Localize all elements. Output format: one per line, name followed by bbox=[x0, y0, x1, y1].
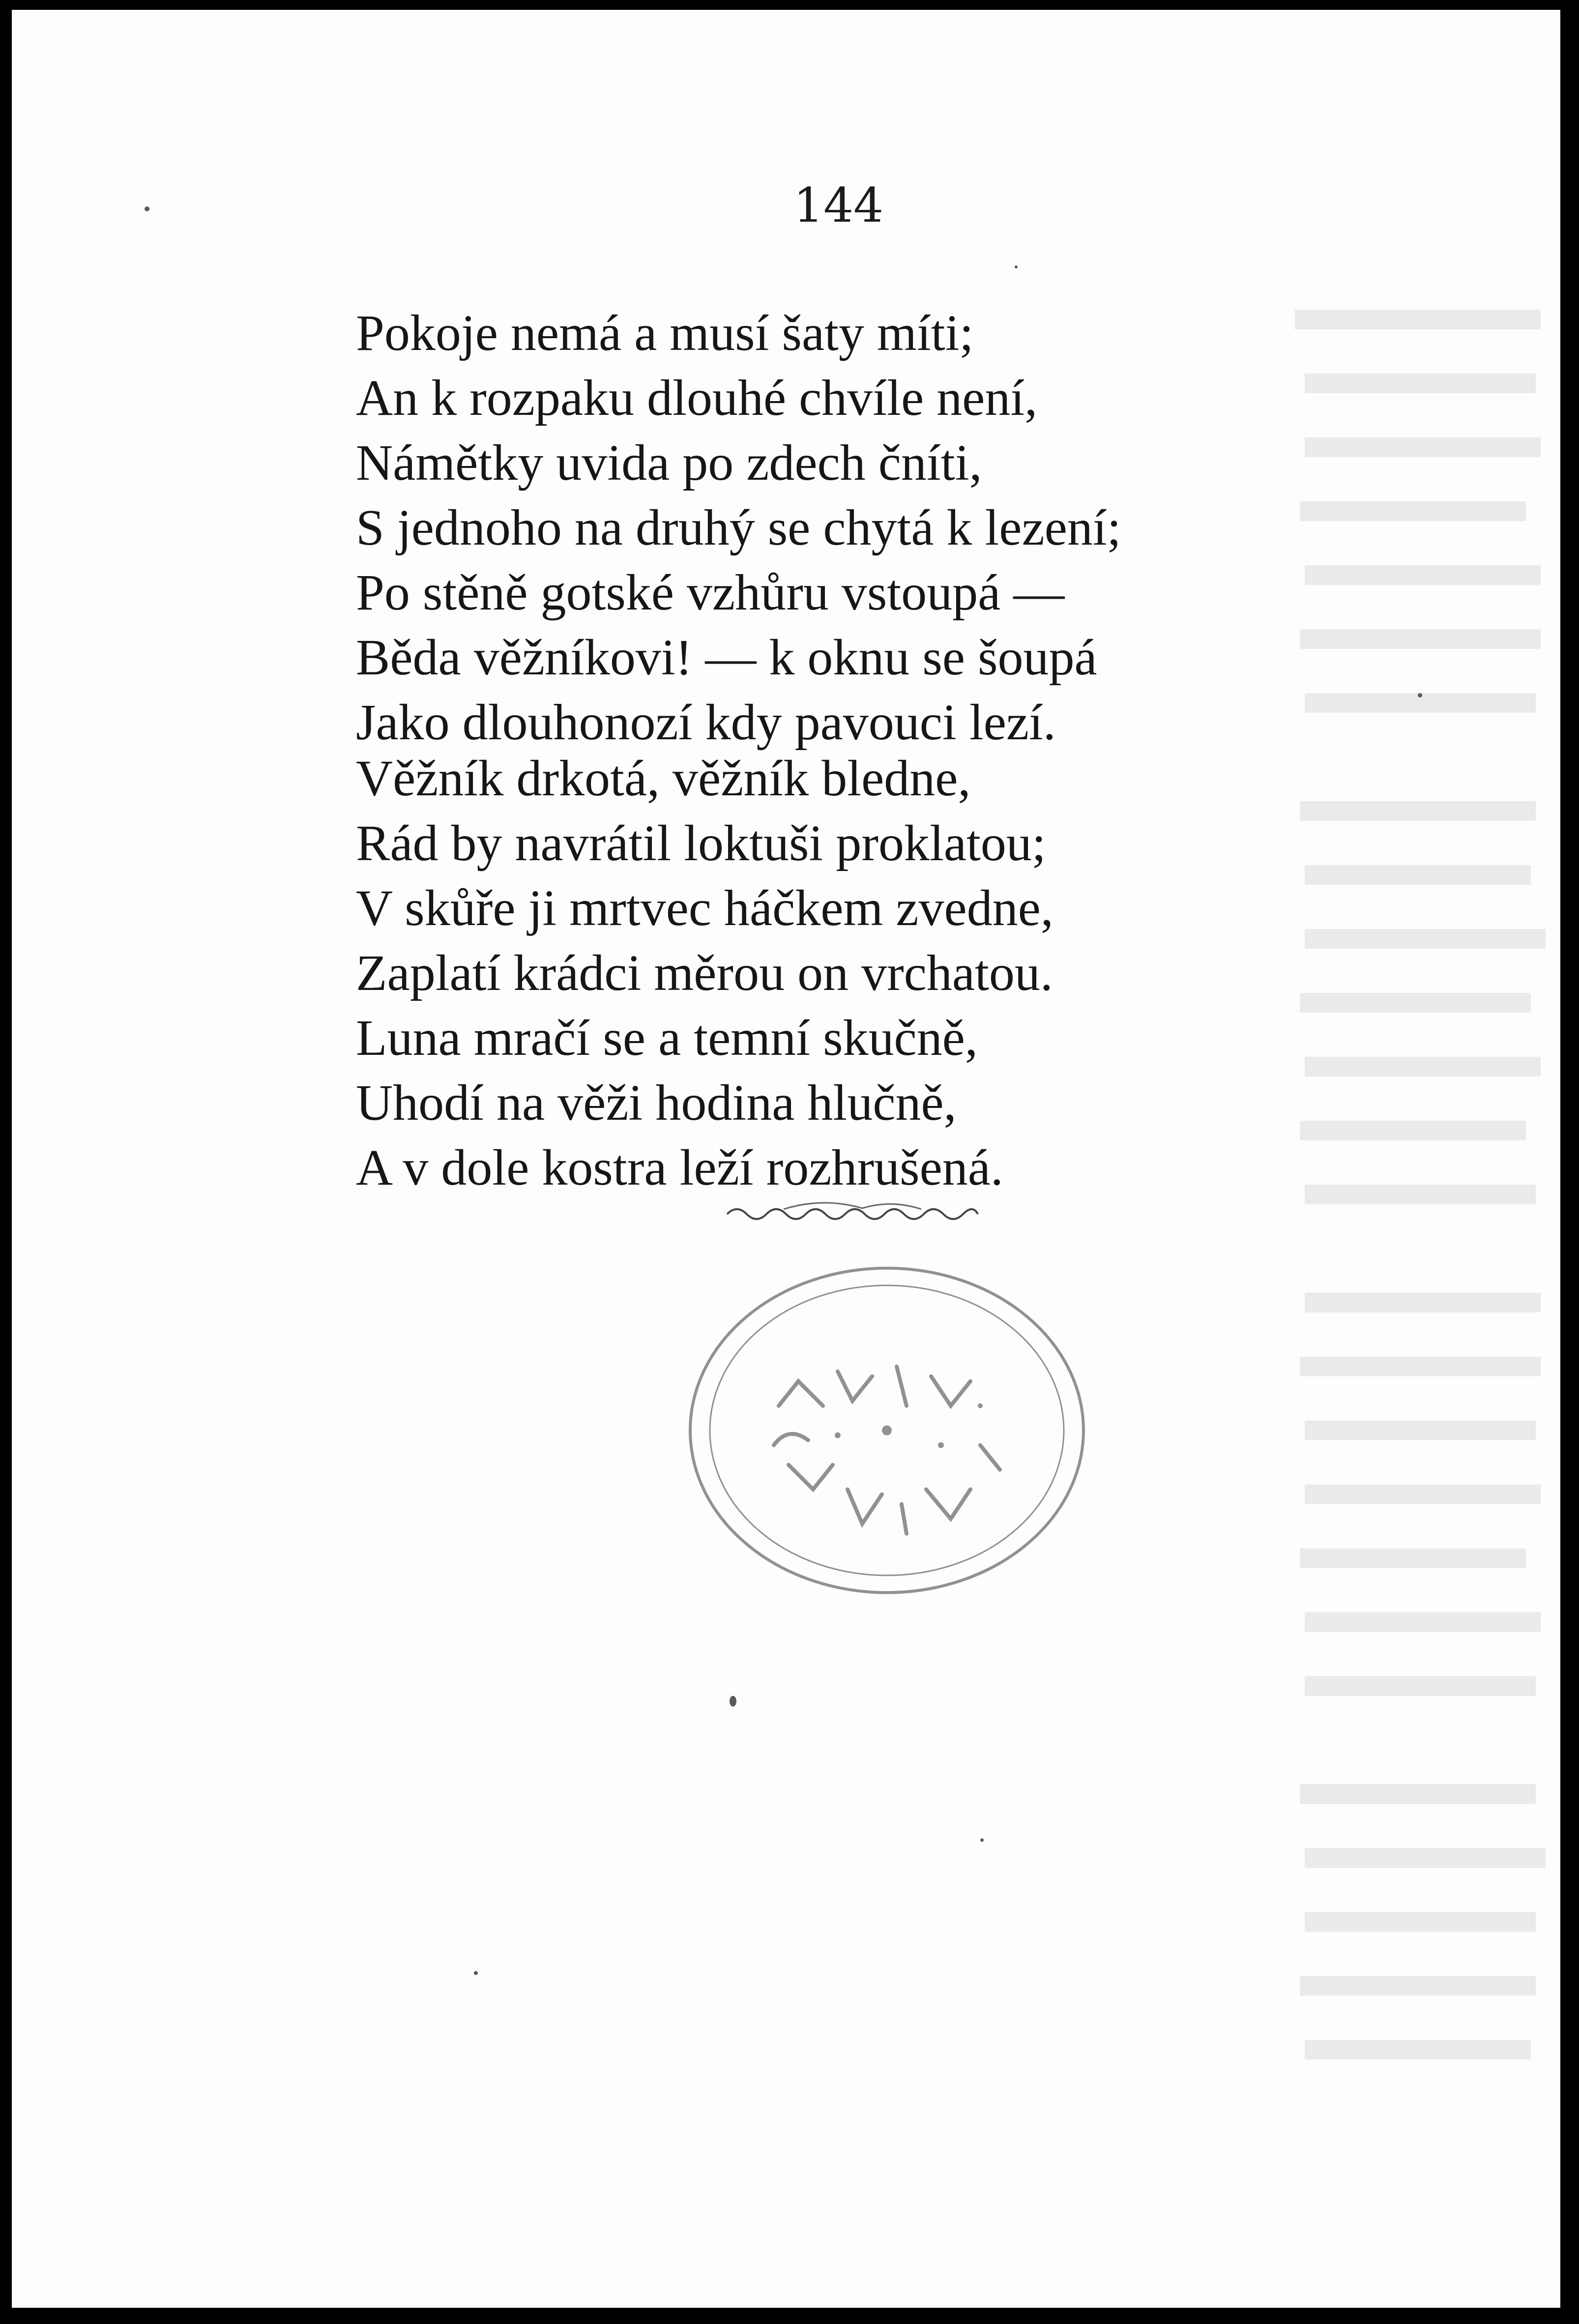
paper-speck bbox=[145, 206, 149, 211]
verse-line: V skůře ji mrtvec háčkem zvedne, bbox=[356, 880, 1053, 936]
verse-line: Zaplatí krádci měrou on vrchatou. bbox=[356, 945, 1053, 1001]
verse-line: Jako dlouhonozí kdy pavouci lezí. bbox=[356, 694, 1056, 751]
verse-line: Uhodí na věži hodina hlučně, bbox=[356, 1075, 957, 1131]
book-page bbox=[12, 10, 1560, 2308]
show-through-text bbox=[1285, 300, 1555, 2109]
paper-speck bbox=[1015, 265, 1018, 268]
verse-line: S jednoho na druhý se chytá k lezení; bbox=[356, 499, 1121, 556]
library-stamp-icon bbox=[675, 1258, 1098, 1602]
paper-speck bbox=[980, 1838, 984, 1842]
poem-stanza-1 bbox=[356, 301, 1121, 755]
page-number: 144 bbox=[793, 178, 884, 233]
wavy-rule-ornament bbox=[725, 1194, 980, 1224]
verse-line: A v dole kostra leží rozhrušená. bbox=[356, 1139, 1003, 1196]
verse-line: Po stěně gotské vzhůru vstoupá — bbox=[356, 564, 1065, 621]
poem-stanza-2 bbox=[356, 746, 1053, 1200]
paper-speck bbox=[474, 1971, 478, 1975]
verse-line: Věžník drkotá, věžník bledne, bbox=[356, 750, 971, 807]
verse-line: Námětky uvida po zdech čníti, bbox=[356, 435, 982, 491]
verse-line: Běda věžníkovi! — k oknu se šoupá bbox=[356, 629, 1097, 686]
verse-line: Luna mračí se a temní skučně, bbox=[356, 1010, 978, 1066]
paper-speck bbox=[730, 1696, 736, 1707]
verse-line: An k rozpaku dlouhé chvíle není, bbox=[356, 370, 1038, 426]
verse-line: Pokoje nemá a musí šaty míti; bbox=[356, 305, 974, 361]
paper-speck bbox=[1418, 693, 1422, 697]
verse-line: Rád by navrátil loktuši proklatou; bbox=[356, 815, 1046, 872]
